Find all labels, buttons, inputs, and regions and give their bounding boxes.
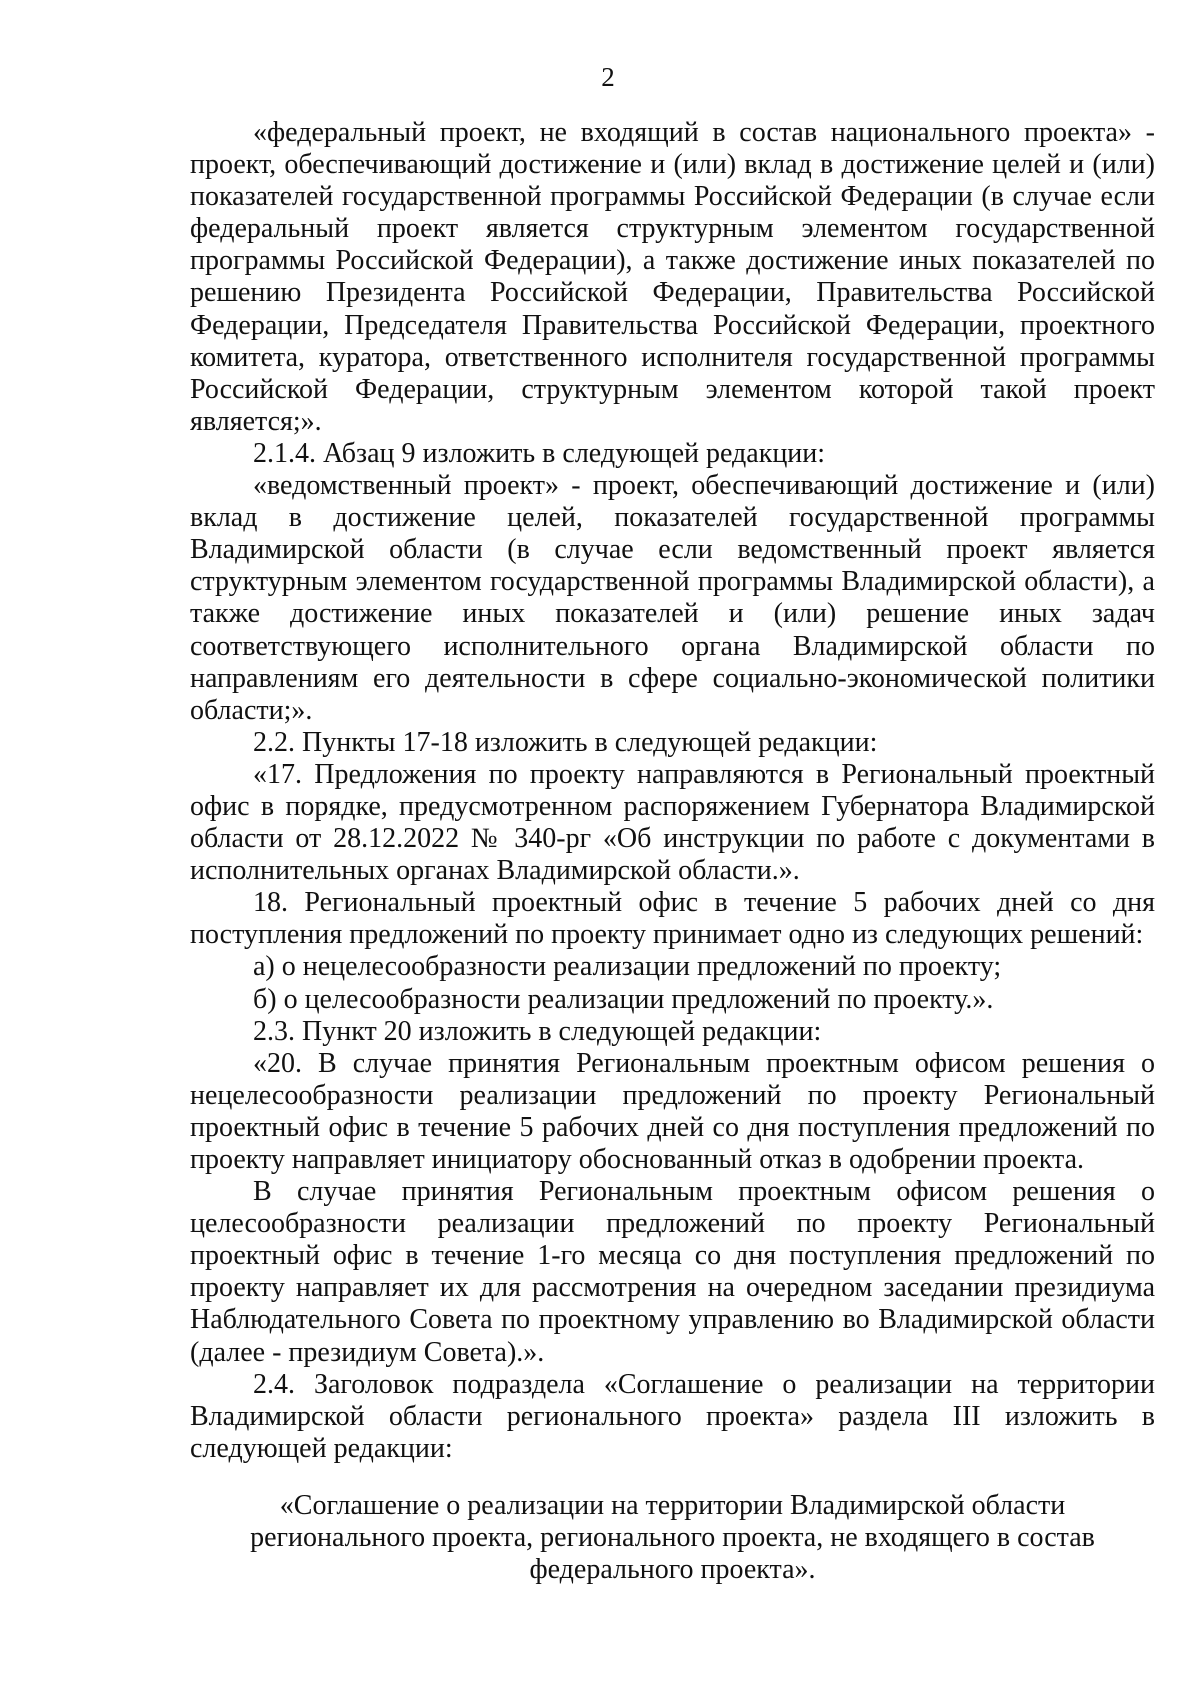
paragraph-federal-project-definition: «федеральный проект, не входящий в состав национального проекта» - проект, обеспечивающий достижение и (или) вклад в достижение целей и (или) показателей государственной программы Российской Федерации (в случае если федеральный проект является структурным элементом государственной программы Российской Федерации), а также достижение иных показателей по решению Президента Российской Федерации, Правительства Российской Федерации, Председателя Правительства Российской Федерации, проектного комитета, куратора, ответственного исполнителя государственной программы Российской Федерации, структурным элементом которой такой проект является;».: [190, 117, 1155, 437]
document-body: [190, 117, 1155, 1465]
page-number: 2: [601, 62, 615, 92]
paragraph-item-2-2: 2.2. Пункты 17-18 изложить в следующей редакции:: [253, 726, 878, 758]
paragraph-point-17: «17. Предложения по проекту направляются в Региональный проектный офис в порядке, предусмотренном распоряжением Губернатора Владимирской области от 28.12.2022 № 340-рг «Об инструкции по работе с документами в исполнительных органах Владимирской области.».: [190, 758, 1155, 887]
quoted-subsection-heading: [190, 1490, 1155, 1586]
paragraph-item-2-4: 2.4. Заголовок подраздела «Соглашение о реализации на территории Владимирской области регионального проекта» раздела III изложить в следующей редакции:: [190, 1368, 1155, 1464]
quoted-heading-line-1: «Соглашение о реализации на территории Владимирской области: [279, 1490, 1066, 1521]
paragraph-option-b: б) о целесообразности реализации предложений по проекту.».: [253, 983, 994, 1015]
paragraph-point-18: 18. Региональный проектный офис в течение 5 рабочих дней со дня поступления предложений по проекту принимает одно из следующих решений:: [190, 887, 1155, 951]
quoted-heading-line-3: федерального проекта».: [529, 1554, 816, 1586]
paragraph-item-2-1-4: 2.1.4. Абзац 9 изложить в следующей редакции:: [253, 437, 826, 469]
paragraph-item-2-3: 2.3. Пункт 20 изложить в следующей редакции:: [253, 1015, 822, 1047]
paragraph-point-20: «20. В случае принятия Региональным проектным офисом решения о нецелесообразности реализации предложений по проекту Региональный проектный офис в течение 5 рабочих дней со дня поступления предложений по проекту направляет инициатору обоснованный отказ в одобрении проекта.: [190, 1047, 1155, 1175]
paragraph-departmental-project-definition: «ведомственный проект» - проект, обеспечивающий достижение и (или) вклад в достижение целей, показателей государственной программы Владимирской области (в случае если ведомственный проект является структурным элементом государственной программы Владимирской области), а также достижение иных показателей и (или) решение иных задач соответствующего исполнительного органа Владимирской области по направлениям его деятельности в сфере социально-экономической политики области;».: [190, 470, 1155, 726]
paragraph-point-20-second: В случае принятия Региональным проектным офисом решения о целесообразности реализации предложений по проекту Региональный проектный офис в течение 1-го месяца со дня поступления предложений по проекту направляет их для рассмотрения на очередном заседании президиума Наблюдательного Совета по проектному управлению во Владимирской области (далее - президиум Совета).».: [190, 1176, 1155, 1368]
quoted-heading-line-2: регионального проекта, регионального проекта, не входящего в состав: [250, 1522, 1095, 1554]
paragraph-option-a: а) о нецелесообразности реализации предложений по проекту;: [253, 951, 1002, 983]
